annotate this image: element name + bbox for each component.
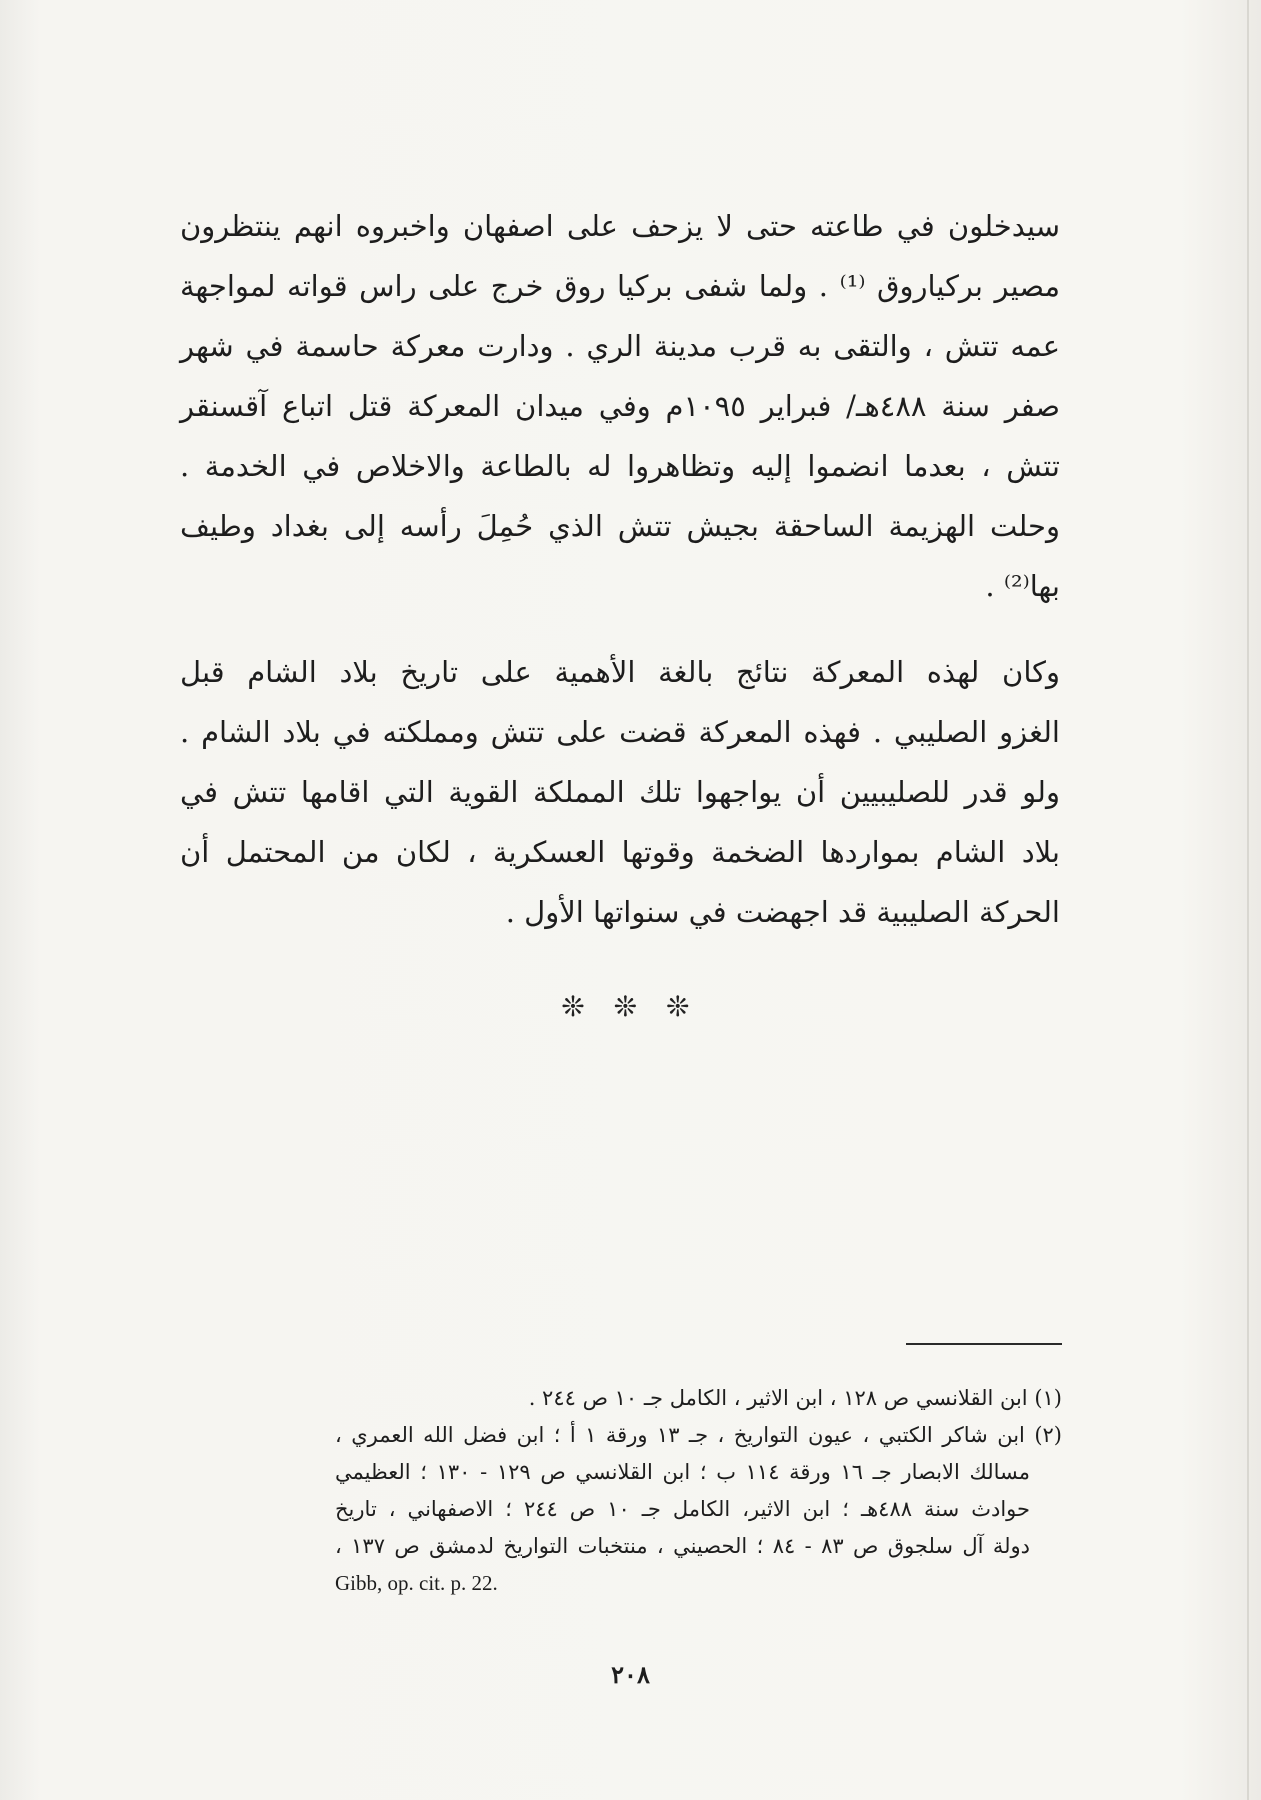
section-ornament: ❊ ❊ ❊ <box>561 990 700 1023</box>
footnote-2-line: حوادث سنة ٤٨٨هـ ؛ ابن الاثير، الكامل جـ ١٠ ص ٢٤٤ ؛ الاصفهاني ، تاريخ <box>335 1497 1030 1521</box>
text-line: مصير بركياروق ⁽¹⁾ . ولما شفى بركيا روق خرج على راس قواته لمواجهة <box>180 269 1060 303</box>
footnote-2-line: مسالك الابصار جـ ١٦ ورقة ١١٤ ب ؛ ابن القلانسي ص ١٢٩ - ١٣٠ ؛ العظيمي <box>335 1460 1030 1484</box>
text-line: وحلت الهزيمة الساحقة بجيش تتش الذي حُمِلَ رأسه إلى بغداد وطيف <box>180 509 1060 543</box>
text-line: سيدخلون في طاعته حتى لا يزحف على اصفهان واخبروه انهم ينتظرون <box>180 209 1060 243</box>
text-line: تتش ، بعدما انضموا إليه وتظاهروا له بالطاعة والاخلاص في الخدمة . <box>180 449 1060 483</box>
text-line: بها⁽²⁾ . <box>985 569 1060 603</box>
text-line: وكان لهذه المعركة نتائج بالغة الأهمية على تاريخ بلاد الشام قبل <box>180 655 1060 689</box>
footnote-2-line: دولة آل سلجوق ص ٨٣ - ٨٤ ؛ الحصيني ، منتخبات التواريخ لدمشق ص ١٣٧ ، <box>335 1534 1031 1558</box>
text-line: بلاد الشام بمواردها الضخمة وقوتها العسكرية ، لكان من المحتمل أن <box>180 835 1060 869</box>
footnote-1: (١) ابن القلانسي ص ١٢٨ ، ابن الاثير ، الكامل جـ ١٠ ص ٢٤٤ . <box>528 1386 1062 1410</box>
page-number: ٢٠٨ <box>611 1660 650 1689</box>
main-text <box>180 196 1060 942</box>
text-line: الحركة الصليبية قد اجهضت في سنواتها الأول . <box>505 895 1060 929</box>
footnotes <box>335 1380 1062 1602</box>
page-edge-shadow <box>1247 0 1249 1800</box>
text-line: صفر سنة ٤٨٨هـ/ فبراير ١٠٩٥م وفي ميدان المعركة قتل اتباع آقسنقر <box>180 389 1060 423</box>
footnote-2-latin-line <box>335 1565 1062 1602</box>
paragraph-gap <box>180 616 1060 642</box>
footnote-2-latin: Gibb, op. cit. p. 22. <box>335 1571 498 1595</box>
text-line: عمه تتش ، والتقى به قرب مدينة الري . ودارت معركة حاسمة في شهر <box>180 329 1060 363</box>
text-line: ولو قدر للصليبيين أن يواجهوا تلك المملكة القوية التي اقامها تتش في <box>180 775 1060 809</box>
footnote-2-line: (٢) ابن شاكر الكتبي ، عيون التواريخ ، جـ ١٣ ورقة ١ أ ؛ ابن فضل الله العمري ، <box>335 1423 1062 1447</box>
text-line: الغزو الصليبي . فهذه المعركة قضت على تتش ومملكته في بلاد الشام . <box>180 715 1060 749</box>
footnote-separator <box>906 1343 1062 1345</box>
